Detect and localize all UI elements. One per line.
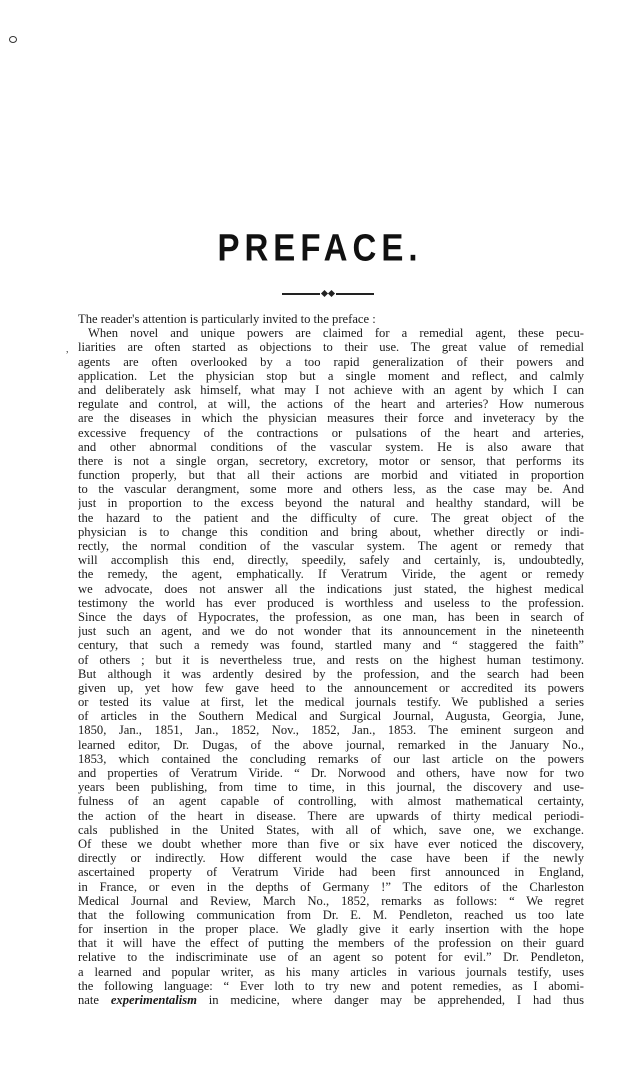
text-line: When novel and unique powers are claimed for a remedial agent, these pecu- — [88, 326, 584, 341]
ornament-rule-right — [336, 293, 374, 295]
text-line: that it will have the effect of putting the members of the profession on their guard — [78, 936, 584, 951]
text-line: the remedy, the agent, emphatically. If Veratrum Viride, the agent or remedy — [78, 567, 584, 582]
margin-mark: , — [66, 344, 69, 355]
text-line: and deliberately ask himself, what may I not achieve with an agent by which I can — [78, 382, 584, 397]
text-line: nate experimentalism in medicine, where danger may be apprehended, I had thus — [78, 993, 584, 1007]
text-line: Of these we doubt whether more than five or six have ever noticed the discovery, — [78, 836, 584, 851]
text-line: The reader's attention is particularly invited to the preface : — [78, 312, 376, 326]
text-line: for insertion in the proper place. We gladly give it early insertion with the hope — [78, 922, 584, 937]
text-line: learned editor, Dr. Dugas, of the above journal, remarked in the January No., — [78, 737, 584, 752]
text-line: rectly, the normal condition of the vascular system. The agent or remedy that — [78, 539, 584, 553]
text-line: But although it was ardently desired by the profession, and the search had been — [78, 666, 584, 681]
text-line: agents are often overlooked by a too rapid generalization of their powers and — [78, 354, 584, 369]
text-line: of others ; but it is nevertheless true, and rests on the highest human testimony. — [78, 652, 584, 667]
text-line: the hazard to the patient and the difficulty of cure. The great object of the — [78, 510, 584, 525]
text-line: Medical Journal and Review, March No., 1852, remarks as follows: “ We regret — [78, 893, 584, 908]
text-line: application. Let the physician stop but a single moment and reflect, and calmly — [78, 368, 584, 383]
text-line: 1853, which contained the concluding remarks of our last article on the powers — [78, 751, 584, 766]
text-line: excessive frequency of the contractions or pulsations of the heart and arteries, — [78, 425, 584, 440]
text-line: and properties of Veratrum Viride. “ Dr. Norwood and others, have now for two — [78, 766, 584, 780]
text-line: testimony the world has ever produced is worthless and useless to the profession. — [78, 595, 584, 610]
text-line: cals published in the United States, with all of which, save one, we exchange. — [78, 822, 584, 837]
text-line: or tested its value at first, let the medical journals testify. We published a series — [78, 695, 584, 710]
page-corner-mark — [9, 36, 17, 43]
text-line: fulness of an agent capable of controlling, with almost mathematical certainty, — [78, 794, 584, 809]
text-line: Since the days of Hypocrates, the profession, as one man, has been in search of — [78, 609, 584, 624]
text-line: relative to the indiscriminate use of an agent so potent for evil.” Dr. Pendleton, — [78, 950, 584, 965]
text-line: will accomplish this end, directly, speedily, safely and certainly, is, undoubtedly, — [78, 553, 584, 568]
text-line: there is not a single organ, secretory, excretory, motor or sensor, that performs its — [78, 453, 584, 468]
text-line: ascertained property of Veratrum Viride had been first announced in England, — [78, 865, 584, 880]
text-line: the following language: “ Ever loth to try new and potent remedies, as I abomi- — [78, 978, 584, 993]
text-line: of articles in the Southern Medical and Surgical Journal, Augusta, Georgia, June, — [78, 709, 584, 724]
text-line: are the diseases in which the physician measures their force and inveteracy by the — [78, 411, 584, 426]
text-line: function properly, but that all their actions are morbid and vitiated in proportion — [78, 468, 584, 483]
text-line: years been publishing, from time to time, in this journal, the discovery and use- — [78, 780, 584, 795]
title-ornament — [282, 290, 374, 298]
ornament-diamond — [328, 290, 335, 297]
ornament-rule-left — [282, 293, 320, 295]
text-line: just in proportion to the excess beyond the natural and healthy standard, will be — [78, 496, 584, 511]
text-line: physician is to change this condition and bring about, whether directly or indi- — [78, 524, 584, 539]
text-line: given up, yet how few gave heed to the announcement or accredited its powers — [78, 680, 584, 695]
text-line: that the following communication from Dr. E. M. Pendleton, reached us too late — [78, 907, 584, 922]
text-line: century, that such a remedy was found, startled many and “ staggered the faith” — [78, 638, 584, 653]
text-line: to the vascular derangment, some more and others less, as the case may be. And — [78, 482, 584, 497]
text-line: we advocate, does not answer all the indications just stated, the highest medical — [78, 581, 584, 596]
page-title: PREFACE. — [217, 226, 423, 269]
text-line: the action of the heart in disease. There are upwards of thirty medical periodi- — [78, 808, 584, 823]
text-line: directly or indirectly. How different would the case have been if the newly — [78, 851, 584, 866]
text-line: regulate and control, at will, the actions of the heart and arteries? How numerous — [78, 397, 584, 412]
text-line: liarities are often started as objections to their use. The great value of remedial — [78, 340, 584, 355]
text-line: and other abnormal conditions of the vascular system. He is also aware that — [78, 439, 584, 454]
text-line: 1850, Jan., 1851, Jan., 1852, Nov., 1852, Jan., 1853. The eminent surgeon and — [78, 723, 584, 738]
text-line: in France, or even in the depths of Germany !” The editors of the Charleston — [78, 879, 584, 894]
text-line: just such an agent, and we do not wonder that its announcement in the nineteenth — [78, 624, 584, 639]
text-line: a learned and popular writer, as his many articles in various journals testify, uses — [78, 964, 584, 979]
preface-body — [78, 312, 584, 1007]
